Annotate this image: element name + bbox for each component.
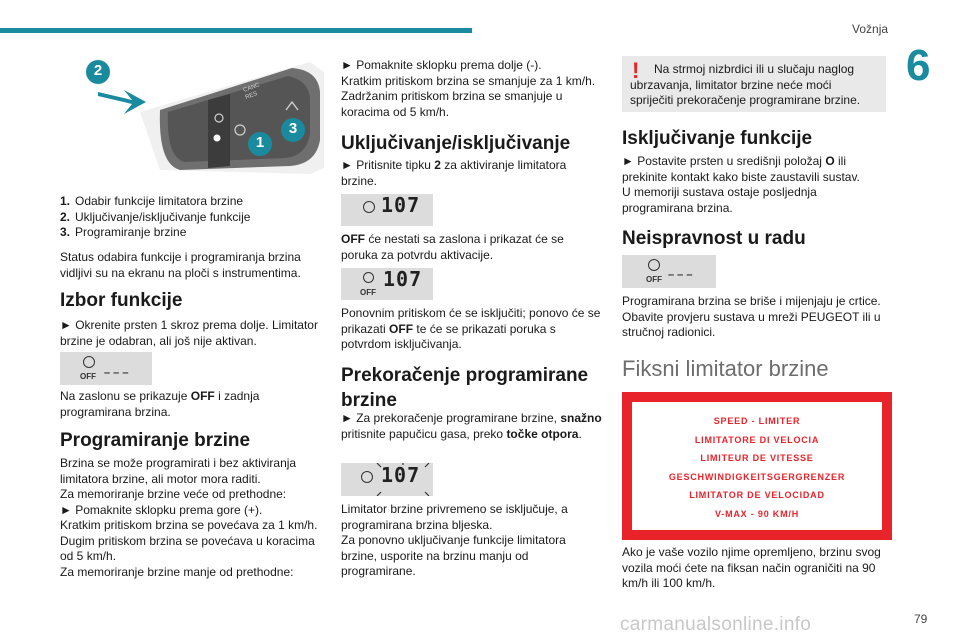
warning-text: Na strmoj nizbrdici ili u slučaju naglog ubrzavanja, limitator brzine neće moći spriječiti prekoračenje programirane brzine.: [630, 62, 861, 107]
off-indicator-display: [60, 352, 152, 385]
dashes-readout: – – –: [668, 269, 693, 281]
list-item: [60, 194, 322, 210]
numbered-list: [60, 194, 322, 241]
speed-display-off: [341, 268, 433, 300]
heading-iskljucivanje: Isključivanje funkcije: [622, 128, 813, 149]
off-note: [60, 389, 322, 420]
off-note-text-end: i zadnja programirana brzina.: [60, 389, 260, 419]
speed-readout: 107: [381, 193, 421, 217]
paragraph: Kratkim pritiskom brzina se smanjuje za 1 km/h. Zadržanim pritiskom brzina se smanjuje u koracima od 5 km/h.: [341, 73, 596, 119]
page-number: 79: [914, 612, 928, 626]
text: ili prekinite kontakt kako biste zaustavili sustav.: [622, 154, 860, 184]
header-accent-bar: [0, 28, 472, 33]
label-line: V-MAX - 90 KM/H: [714, 508, 799, 519]
heading-programiranje-brzine: Programiranje brzine: [60, 430, 251, 451]
off-note-text: Na zaslonu se prikazuje: [60, 389, 191, 403]
switchoff-memo: U memoriji sustava ostaje posljednja programirana brzina.: [622, 185, 817, 215]
speed-display-blinking: [341, 463, 433, 496]
callout-3: 3: [288, 120, 298, 137]
list-number: 1.: [60, 194, 71, 208]
label-line: LIMITEUR DE VITESSE: [700, 453, 814, 463]
list-number: 3.: [60, 225, 71, 239]
warning-icon: !: [632, 58, 640, 83]
text: ► Pritisnite tipku: [341, 158, 435, 172]
blink-rays-icon: [341, 463, 433, 496]
limiter-gauge-icon: [648, 259, 660, 271]
svg-text:CANC: CANC: [242, 82, 261, 94]
text: te će se prikazati poruka s potvrdom isključivanja.: [341, 321, 556, 351]
stalk-illustration: [80, 52, 324, 180]
speed-limiter-label-plate: [622, 392, 892, 540]
status-paragraph: Status odabira funkcije i programiranja brzina vidljivi su na ekranu na ploči s instrumentima.: [60, 250, 301, 280]
paragraph: Limitator brzine privremeno se isključuje, a programirana brzina bljeska.: [341, 502, 568, 532]
off-label: OFF: [360, 288, 376, 297]
callout-2: 2: [93, 62, 103, 79]
switchoff-step: [622, 154, 886, 185]
speed-readout: 107: [381, 463, 421, 487]
bold-text: točke otpora: [506, 426, 579, 441]
limiter-gauge-icon: [363, 272, 374, 283]
paragraph: ► Pomaknite sklopku prema dolje (-).: [341, 58, 542, 72]
label-plate-inner: [632, 402, 882, 530]
bold-text: OFF: [341, 232, 365, 246]
dashes-readout: – – –: [104, 367, 129, 379]
off-label: OFF: [646, 275, 662, 284]
label-line: GESCHWINDIGKEITSGERGRENZER: [668, 471, 846, 482]
limiter-gauge-icon: [363, 201, 375, 213]
heading-neispravnost: Neispravnost u radu: [622, 228, 806, 249]
izbor-step: ► Okrenite prsten 1 skroz prema dolje. Limitator brzine je odabran, ali još nije aktivan.: [60, 318, 318, 348]
speed-limiter-stalk-figure: [80, 52, 324, 180]
label-line: SPEED - LIMITER: [713, 416, 801, 426]
heading-fiksni-limitator: Fiksni limitator brzine: [622, 356, 829, 381]
paragraph: ► Pomaknite sklopku prema gore (+).: [60, 502, 263, 517]
bold-text: snažno: [560, 411, 602, 425]
speed-readout: 107: [383, 267, 423, 291]
off-label: OFF: [80, 372, 96, 381]
paragraph: Kratkim pritiskom brzina se povećava za 1 km/h.: [60, 518, 318, 532]
section-title: Vožnja: [852, 22, 889, 36]
heading-ukljucivanje: Uključivanje/isključivanje: [341, 133, 571, 154]
paragraph: Za memoriranje brzine manje od prethodne:: [60, 564, 294, 579]
repress-text: [341, 306, 603, 353]
watermark: carmanualsonline.info: [620, 614, 812, 635]
programming-text: [60, 456, 322, 580]
list-text: Programiranje brzine: [75, 225, 187, 239]
off-disappear-text: [341, 232, 603, 263]
chapter-number: 6: [906, 41, 931, 90]
paragraph: Za memoriranje brzine veće od prethodne:: [60, 487, 287, 501]
list-text: Uključivanje/isključivanje funkcije: [75, 209, 251, 224]
heading-prekoracenje: Prekoračenje programirane brzine: [341, 365, 589, 411]
speed-display-active: [341, 194, 433, 226]
fault-text: Programirana brzina se briše i mijenjaju je crtice. Obavite provjeru sustava u mreži PEUGEOT ili u stručnoj radionici.: [622, 294, 881, 339]
svg-text:RES: RES: [244, 91, 259, 101]
list-item: [60, 210, 322, 226]
onoff-step: [341, 158, 603, 189]
bold-text: 2: [434, 158, 441, 172]
label-line: LIMITATORE DI VELOCIA: [694, 434, 820, 445]
decrease-text: [341, 58, 603, 120]
paragraph: Dugim pritiskom brzina se povećava u koracima od 5 km/h.: [60, 533, 315, 563]
fixed-limiter-text: Ako je vaše vozilo njime opremljeno, brzinu svog vozila moći ćete na fiksan način ograničiti na 90 km/h ili 100 km/h.: [622, 545, 881, 590]
off-note-bold: OFF: [190, 389, 215, 403]
fault-indicator-display: [622, 255, 716, 288]
heading-izbor-funkcije: Izbor funkcije: [60, 290, 183, 311]
text: pritisnite papučicu gasa, preko: [341, 426, 507, 441]
text: će nestati sa zaslona i prikazat će se poruka za potvrdu aktivacije.: [341, 232, 564, 262]
callout-1: 1: [255, 134, 265, 151]
limiter-gauge-icon: [83, 356, 95, 368]
bold-text: O: [825, 154, 835, 168]
blink-text: [341, 502, 603, 580]
bold-text: OFF: [389, 321, 414, 336]
paragraph: Za ponovno uključivanje funkcije limitatora brzine, usporite na brzinu manju od programirane.: [341, 533, 566, 578]
list-text: Odabir funkcije limitatora brzine: [75, 194, 244, 208]
warning-box: [622, 56, 886, 112]
text: ► Za prekoračenje programirane brzine,: [341, 411, 561, 425]
paragraph: Brzina se može programirati i bez aktiviranja limitatora brzine, ali motor mora raditi.: [60, 456, 297, 486]
text: za aktiviranje limitatora brzine.: [341, 158, 567, 188]
list-item: [60, 225, 322, 241]
text: ► Postavite prsten u središnji položaj: [622, 154, 826, 168]
text: .: [578, 426, 582, 441]
label-line: LIMITATOR DE VELOCIDAD: [689, 490, 825, 500]
text: Ponovnim pritiskom će se isključiti; ponovo će se prikazati: [341, 306, 601, 336]
exceed-step: [341, 411, 603, 442]
list-number: 2.: [60, 209, 71, 224]
